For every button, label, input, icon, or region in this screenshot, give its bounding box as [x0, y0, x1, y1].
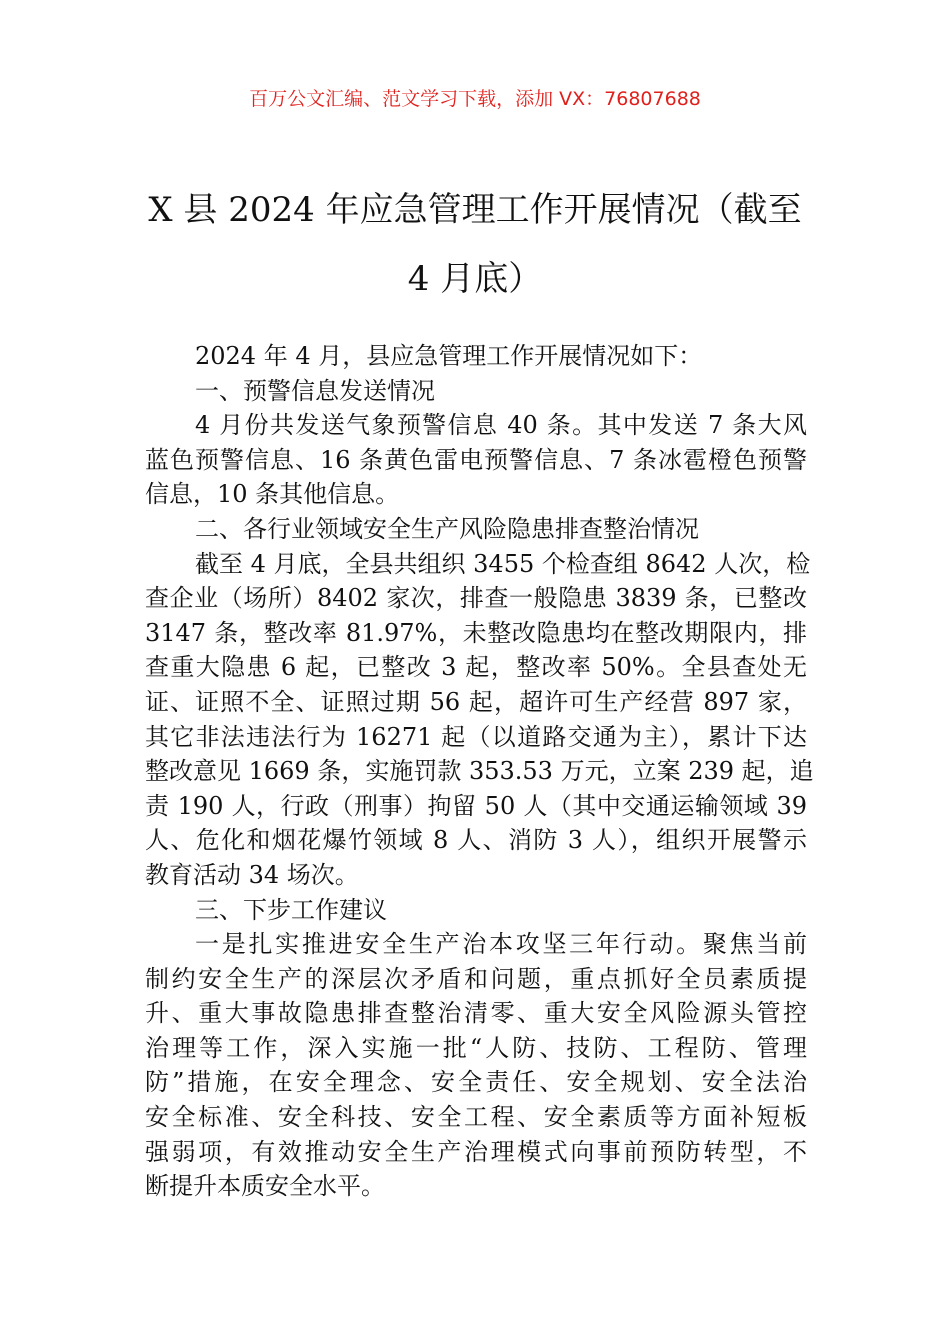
text-line: 安全标准、安全科技、安全工程、安全素质等方面补短板	[145, 1103, 807, 1132]
text-line: 查重大隐患 6 起，已整改 3 起，整改率 50%。全县查处无	[145, 653, 807, 682]
title-line: 4 月底）	[407, 259, 543, 299]
text-line: 一、预警信息发送情况	[195, 376, 435, 405]
paragraph	[145, 374, 807, 409]
text-line: 信息，10 条其他信息。	[145, 480, 400, 509]
text-line: 二、各行业领域安全生产风险隐患排查整治情况	[195, 514, 699, 543]
paragraph	[145, 408, 807, 512]
text-line: 证、证照不全、证照过期 56 起，超许可生产经营 897 家，	[145, 687, 807, 716]
text-line: 其它非法违法行为 16271 起（以道路交通为主），累计下达	[145, 722, 807, 751]
paragraph	[145, 512, 807, 547]
text-line: 2024 年 4 月，县应急管理工作开展情况如下：	[195, 342, 703, 370]
text-line: 升、重大事故隐患排查整治清零、重大安全风险源头管控	[145, 999, 807, 1028]
text-line: 查企业（场所）8402 家次，排查一般隐患 3839 条，已整改	[145, 584, 807, 613]
text-line: 一是扎实推进安全生产治本攻坚三年行动。聚焦当前	[195, 930, 807, 959]
text-line: 截至 4 月底，全县共组织 3455 个检查组 8642 人次，检	[195, 549, 811, 578]
paragraph	[145, 927, 807, 1204]
text-line: 三、下步工作建议	[195, 895, 387, 924]
text-line: 人、危化和烟花爆竹领域 8 人、消防 3 人），组织开展警示	[145, 826, 807, 855]
text-line: 责 190 人，行政（刑事）拘留 50 人（其中交通运输领域 39	[145, 791, 807, 820]
text-line: 制约安全生产的深层次矛盾和问题，重点抓好全员素质提	[145, 964, 807, 993]
text-line: 整改意见 1669 条，实施罚款 353.53 万元，立案 239 起，追	[145, 757, 814, 786]
text-line: 3147 条，整改率 81.97%，未整改隐患均在整改期限内，排	[145, 618, 807, 647]
text-line: 4 月份共发送气象预警信息 40 条。其中发送 7 条大风	[195, 411, 807, 440]
paragraph	[145, 893, 807, 928]
paragraph	[145, 339, 807, 374]
paragraph	[145, 547, 814, 893]
text-line: 防”措施，在安全理念、安全责任、安全规划、安全法治	[145, 1068, 807, 1097]
text-line: 教育活动 34 场次。	[145, 860, 359, 889]
text-line: 治理等工作，深入实施一批“人防、技防、工程防、管理	[145, 1033, 807, 1062]
text-line: 断提升本质安全水平。	[145, 1172, 385, 1201]
text-line: 蓝色预警信息、16 条黄色雷电预警信息、7 条冰雹橙色预警	[145, 445, 807, 474]
watermark-banner: 百万公文汇编、范文学习下载，添加 VX：76807688	[249, 88, 701, 110]
title-line: X 县 2024 年应急管理工作开展情况（截至	[148, 190, 802, 230]
text-line: 强弱项，有效推动安全生产治理模式向事前预防转型，不	[145, 1137, 807, 1166]
document-title	[120, 176, 830, 314]
document-body	[145, 339, 814, 1204]
